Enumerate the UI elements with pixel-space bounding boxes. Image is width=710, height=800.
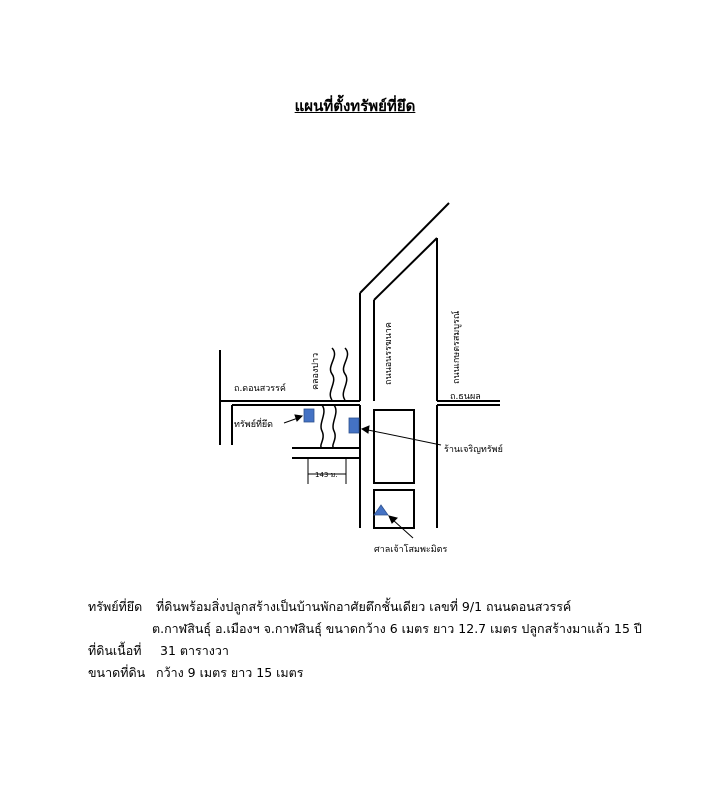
- size-value: กว้าง 9 เมตร ยาว 15 เมตร: [156, 665, 304, 680]
- page-title: แผนที่ตั้งทรัพย์ที่ยึด: [294, 97, 416, 115]
- property-row: [88, 596, 642, 618]
- canal-line-3: [321, 405, 324, 448]
- arrow-seized-head: [295, 415, 302, 421]
- property-row-2: [88, 618, 642, 640]
- area-label: ที่ดินเนื้อที่: [88, 643, 142, 658]
- shop-marker: [349, 418, 359, 433]
- label-road-namuang: ถนนอนรรฆนาค: [384, 322, 394, 385]
- label-shop: ร้านเจริญทรัพย์: [444, 445, 503, 455]
- canal-lines: [321, 348, 348, 448]
- property-info: [88, 596, 642, 684]
- canal-line-2: [343, 348, 347, 400]
- size-row: [88, 662, 642, 684]
- canal-line-1: [330, 348, 334, 400]
- label-road-kasetsomboon: ถนนเกษตรสมบูรณ์: [452, 310, 462, 384]
- area-row: [88, 640, 642, 662]
- label-shrine: ศาลเจ้าโสมพะมิตร: [374, 545, 448, 555]
- area-value: 31 ตารางวา: [160, 643, 229, 658]
- label-canal: คลองปาว: [311, 352, 321, 390]
- property-description-line1: ที่ดินพร้อมสิ่งปลูกสร้างเป็นบ้านพักอาศัยตึกชั้นเดียว เลขที่ 9/1 ถนนดอนสวรรค์: [156, 599, 572, 614]
- seized-property-marker: [304, 409, 314, 422]
- canal-line-4: [333, 405, 336, 448]
- property-description-line2: ต.กาฬสินธุ์ อ.เมืองฯ จ.กาฬสินธุ์ ขนาดกว้าง 6 เมตร ยาว 12.7 เมตร ปลูกสร้างมาแล้ว 15 ปี: [152, 621, 642, 636]
- label-road-dornsawan: ถ.ดอนสวรรค์: [234, 384, 286, 394]
- arrow-shop-line: [368, 430, 441, 445]
- arrow-shop-head: [362, 426, 369, 433]
- diagonal-road-edge-1: [360, 203, 449, 293]
- shrine-marker: [374, 505, 388, 515]
- city-block-1: [374, 410, 414, 483]
- label-seized-property: ทรัพย์ที่ยึด: [234, 420, 274, 430]
- label-distance: 143 ม.: [315, 471, 338, 479]
- label-road-thanaphon: ถ.ธนผล: [450, 392, 481, 402]
- property-label: ทรัพย์ที่ยึด: [88, 599, 143, 614]
- size-label: ขนาดที่ดิน: [88, 665, 146, 680]
